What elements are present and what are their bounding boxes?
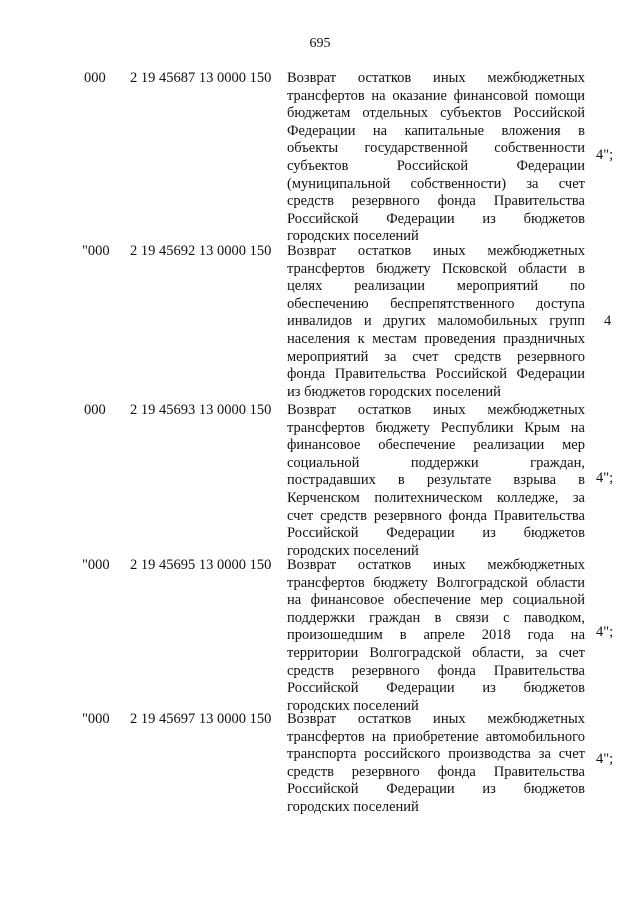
description-line: средств резервного фонда Правительства bbox=[287, 763, 585, 780]
amount-value: 4"; bbox=[596, 470, 614, 486]
budget-classification-code: 2 19 45687 13 0000 150 bbox=[130, 70, 272, 86]
description-line: транспорта российского производства за счет bbox=[287, 746, 585, 763]
description-line: инвалидов и других маломобильных групп bbox=[287, 313, 585, 330]
description-line: социальной поддержки граждан, bbox=[287, 454, 585, 471]
description-line: из бюджетов городских поселений bbox=[287, 383, 501, 400]
description-line: населения к местам проведения праздничных bbox=[287, 330, 585, 347]
description-line: Российской Федерации из бюджетов bbox=[287, 525, 585, 542]
description-line: Российской Федерации из бюджетов bbox=[287, 210, 585, 227]
description-line: Возврат остатков иных межбюджетных bbox=[287, 711, 585, 727]
description-line: городских поселений bbox=[287, 228, 419, 245]
description-line: (муниципальной собственности) за счет bbox=[287, 175, 585, 192]
description-line: Возврат остатков иных межбюджетных bbox=[287, 402, 585, 418]
budget-classification-code: 2 19 45693 13 0000 150 bbox=[130, 402, 272, 418]
description-line: счет средств резервного фонда Правительства bbox=[287, 507, 585, 524]
description-line: трансфертов бюджету Волгоградской области bbox=[287, 574, 585, 591]
description-line: субъектов Российской Федерации bbox=[287, 157, 585, 174]
description-line: трансфертов на приобретение автомобильного bbox=[287, 728, 585, 745]
description-line: поддержки граждан в связи с паводком, bbox=[287, 609, 585, 626]
description-line: объекты государственной собственности bbox=[287, 140, 585, 157]
admin-code: 000 bbox=[84, 402, 106, 418]
amount-value: 4"; bbox=[596, 624, 614, 640]
description-line: трансфертов бюджету Псковской области в bbox=[287, 260, 585, 277]
description-line: Российской Федерации из бюджетов bbox=[287, 680, 585, 697]
description-line: Возврат остатков иных межбюджетных bbox=[287, 557, 585, 573]
description-line: мероприятий за счет средств резервного bbox=[287, 348, 585, 365]
revenue-description bbox=[287, 402, 585, 560]
revenue-description bbox=[287, 70, 585, 246]
admin-code: "000 bbox=[82, 711, 110, 727]
description-line: территории Волгоградской области, за счет bbox=[287, 644, 585, 661]
description-line: бюджетам отдельных субъектов Российской bbox=[287, 105, 585, 122]
admin-code: "000 bbox=[82, 557, 110, 573]
amount-value: 4"; bbox=[596, 147, 614, 163]
admin-code: "000 bbox=[82, 243, 110, 259]
admin-code: 000 bbox=[84, 70, 106, 86]
description-line: городских поселений bbox=[287, 798, 419, 815]
description-line: Российской Федерации из бюджетов bbox=[287, 781, 585, 798]
description-line: средств резервного фонда Правительства bbox=[287, 193, 585, 210]
description-line: трансфертов бюджету Республики Крым на bbox=[287, 419, 585, 436]
amount-value: 4"; bbox=[596, 751, 614, 767]
description-line: городских поселений bbox=[287, 542, 419, 559]
description-line: городских поселений bbox=[287, 697, 419, 714]
budget-classification-code: 2 19 45697 13 0000 150 bbox=[130, 711, 272, 727]
budget-classification-code: 2 19 45695 13 0000 150 bbox=[130, 557, 272, 573]
page-number: 695 bbox=[309, 36, 331, 51]
description-line: обеспечению беспрепятственного доступа bbox=[287, 295, 585, 312]
description-line: средств резервного фонда Правительства bbox=[287, 662, 585, 679]
description-line: произошедшим в апреле 2018 года на bbox=[287, 627, 585, 644]
description-line: на финансовое обеспечение мер социальной bbox=[287, 592, 585, 609]
description-line: финансовое обеспечение реализации мер bbox=[287, 437, 585, 454]
budget-classification-code: 2 19 45692 13 0000 150 bbox=[130, 243, 272, 259]
revenue-description bbox=[287, 711, 585, 817]
description-line: Возврат остатков иных межбюджетных bbox=[287, 70, 585, 86]
description-line: фонда Правительства Российской Федерации bbox=[287, 366, 585, 383]
amount-value: 4 bbox=[604, 313, 612, 329]
description-line: трансфертов на оказание финансовой помощи bbox=[287, 87, 585, 104]
description-line: Федерации на капитальные вложения в bbox=[287, 122, 585, 139]
description-line: Возврат остатков иных межбюджетных bbox=[287, 243, 585, 259]
description-line: целях реализации мероприятий по bbox=[287, 278, 585, 295]
revenue-description bbox=[287, 243, 585, 401]
description-line: пострадавших в результате взрыва в bbox=[287, 472, 585, 489]
revenue-description bbox=[287, 557, 585, 715]
description-line: Керченском политехническом колледже, за bbox=[287, 489, 585, 506]
